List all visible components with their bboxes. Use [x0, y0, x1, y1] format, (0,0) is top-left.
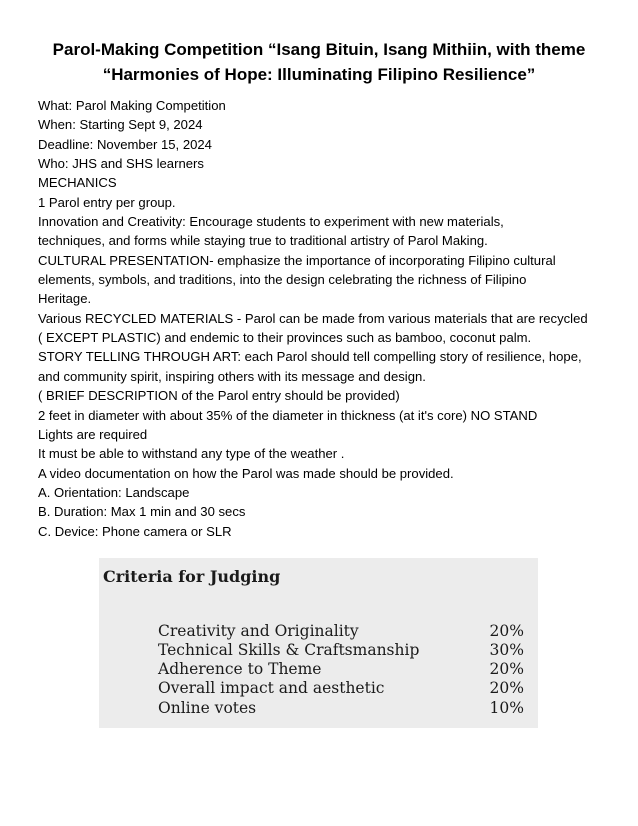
criteria-percent: 20% — [489, 660, 524, 678]
body-line: B. Duration: Max 1 min and 30 secs — [38, 504, 246, 520]
body-line: elements, symbols, and traditions, into the design celebrating the richness of Filipino — [38, 272, 527, 288]
body-line: and community spirit, inspiring others with its message and design. — [38, 368, 426, 384]
body-line: C. Device: Phone camera or SLR — [38, 523, 232, 539]
body-line: Who: JHS and SHS learners — [38, 156, 204, 172]
body-line: MECHANICS — [38, 175, 117, 191]
title-line-2: “Harmonies of Hope: Illuminating Filipino Resilience” — [102, 65, 536, 84]
criteria-name: Creativity and Originality — [158, 622, 359, 640]
body-line: Deadline: November 15, 2024 — [38, 136, 212, 152]
body-line: STORY TELLING THROUGH ART: each Parol should tell compelling story of resilience, hope, — [38, 349, 582, 365]
body-line: Heritage. — [38, 291, 92, 307]
body-line: Various RECYCLED MATERIALS - Parol can be made from various materials that are recycled — [38, 310, 588, 326]
body-line: 1 Parol entry per group. — [38, 194, 176, 210]
criteria-row — [158, 641, 524, 661]
body-line: When: Starting Sept 9, 2024 — [38, 117, 203, 133]
body-line: A. Orientation: Landscape — [38, 484, 190, 500]
criteria-title: Criteria for Judging — [103, 567, 281, 586]
criteria-percent: 10% — [489, 699, 524, 717]
criteria-row — [158, 699, 524, 719]
body-line: ( EXCEPT PLASTIC) and endemic to their provinces such as bamboo, coconut palm. — [38, 330, 532, 346]
title-line-1: Parol-Making Competition “Isang Bituin, Isang Mithiin, with theme — [52, 40, 586, 59]
body-line: ( BRIEF DESCRIPTION of the Parol entry should be provided) — [38, 388, 400, 404]
criteria-row — [158, 660, 524, 680]
body-line: What: Parol Making Competition — [38, 98, 226, 113]
body-line: 2 feet in diameter with about 35% of the diameter in thickness (at it's core) NO STAND — [38, 407, 538, 423]
criteria-name: Adherence to Theme — [158, 660, 322, 678]
criteria-percent: 20% — [489, 622, 524, 640]
body-line: techniques, and forms while staying true to traditional artistry of Parol Making. — [38, 233, 488, 249]
document-title — [30, 37, 608, 87]
criteria-name: Technical Skills & Craftsmanship — [158, 641, 420, 659]
criteria-name: Overall impact and aesthetic — [158, 679, 385, 697]
body-line: A video documentation on how the Parol was made should be provided. — [38, 465, 454, 481]
body-line: CULTURAL PRESENTATION- emphasize the importance of incorporating Filipino cultural — [38, 252, 556, 268]
body-line: Lights are required — [38, 426, 148, 442]
criteria-percent: 30% — [489, 641, 524, 659]
body-line: It must be able to withstand any type of the weather . — [38, 446, 345, 462]
criteria-row — [158, 679, 524, 699]
criteria-percent: 20% — [489, 679, 524, 697]
criteria-name: Online votes — [158, 699, 257, 717]
criteria-image — [99, 558, 538, 728]
document-body — [38, 96, 608, 541]
body-line: Innovation and Creativity: Encourage students to experiment with new materials, — [38, 214, 504, 230]
criteria-row — [158, 622, 524, 642]
